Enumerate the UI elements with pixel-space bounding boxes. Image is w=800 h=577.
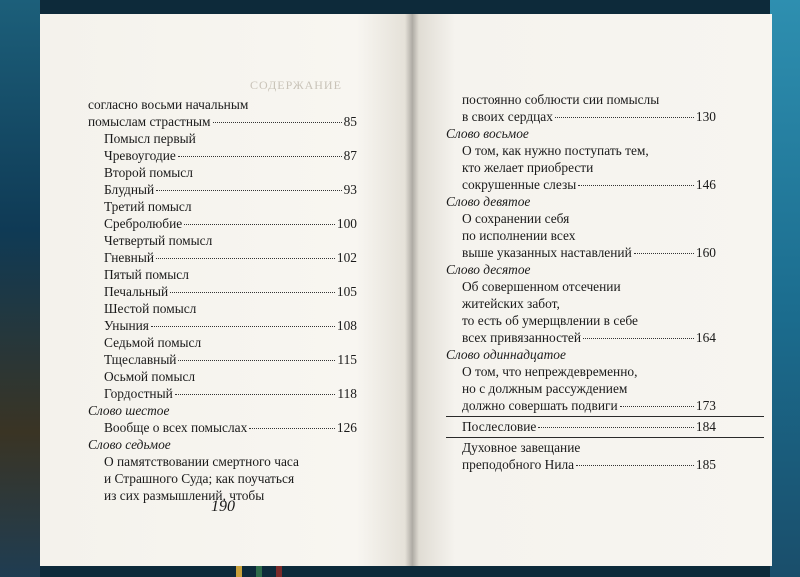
toc-entry-text: Уныния: [104, 318, 149, 333]
toc-page-number: 100: [336, 216, 357, 231]
toc-entry-text: и Страшного Суда; как поучаться: [104, 471, 295, 486]
dot-leader: [156, 190, 341, 191]
dot-leader: [151, 326, 335, 327]
toc-page-number: 85: [343, 114, 357, 129]
toc-section-title: Слово одиннадцатое: [446, 347, 566, 362]
bleed-through-heading: СОДЕРЖАНИЕ: [250, 78, 342, 92]
toc-entry-text: то есть об умерщвлении в себе: [462, 313, 638, 328]
book-gutter: [405, 14, 419, 566]
toc-entry-row[interactable]: [462, 176, 716, 193]
dot-leader: [170, 292, 335, 293]
dot-leader: [578, 185, 694, 186]
toc-section-title: Слово десятое: [446, 262, 531, 277]
toc-entry-text: Послесловие: [462, 419, 537, 434]
toc-entry-text: Четвертый помысл: [104, 233, 213, 248]
toc-entry-text: Гневный: [104, 250, 154, 265]
toc-entry-row[interactable]: [462, 418, 716, 435]
toc-page-number: 184: [695, 419, 716, 434]
toc-entry-text: постоянно соблюсти сии помыслы: [462, 92, 660, 107]
toc-entry-text: Об совершенном отсечении: [462, 279, 621, 294]
toc-entry-row[interactable]: [462, 456, 716, 473]
dot-leader: [634, 253, 694, 254]
toc-entry-row[interactable]: [104, 419, 357, 436]
toc-entry-text: по исполнении всех: [462, 228, 576, 243]
dot-leader: [583, 338, 694, 339]
toc-entry-text: помыслам страстным: [88, 114, 211, 129]
dot-leader: [175, 394, 336, 395]
toc-entry-text: согласно восьми начальным: [88, 97, 249, 112]
toc-entry-row[interactable]: [462, 244, 716, 261]
toc-entry-text: кто желает приобрести: [462, 160, 594, 175]
dot-leader: [178, 156, 342, 157]
toc-entry-row[interactable]: [104, 215, 357, 232]
toc-page-number: 160: [695, 245, 716, 260]
section-separator-rule: [446, 437, 764, 438]
dot-leader: [178, 360, 335, 361]
toc-entry-text: Помысл первый: [104, 131, 196, 146]
dot-leader: [213, 122, 342, 123]
toc-entry-row[interactable]: [104, 181, 357, 198]
toc-page-number: 108: [336, 318, 357, 333]
toc-page-number: 164: [695, 330, 716, 345]
toc-entry-text: Печальный: [104, 284, 169, 299]
toc-entry-row[interactable]: [462, 329, 716, 346]
toc-page-number: 130: [695, 109, 716, 124]
toc-entry-text: О том, что непреждевременно,: [462, 364, 638, 379]
toc-entry-text: О памятствовании смертного часа: [104, 454, 299, 469]
toc-page-number: 118: [337, 386, 357, 401]
toc-page-number: 173: [695, 398, 716, 413]
toc-page-number: 185: [695, 457, 716, 472]
toc-entry-text: Гордостный: [104, 386, 173, 401]
toc-entry-text: Третий помысл: [104, 199, 192, 214]
toc-page-number: 93: [343, 182, 357, 197]
dot-leader: [156, 258, 335, 259]
toc-section-title: Слово шестое: [88, 403, 170, 418]
toc-page-number: 105: [336, 284, 357, 299]
toc-entry-text: Духовное завещание: [462, 440, 581, 455]
toc-entry-text: в своих сердцах: [462, 109, 553, 124]
dot-leader: [576, 465, 694, 466]
toc-entry-row[interactable]: [104, 249, 357, 266]
toc-entry-text: из сих размышлений, чтобы: [104, 488, 265, 503]
toc-section-title: Слово седьмое: [88, 437, 171, 452]
toc-entry-text: Тщеславный: [104, 352, 177, 367]
toc-entry-text: житейских забот,: [462, 296, 560, 311]
book-cover-left-edge: [0, 0, 40, 577]
toc-entry-text: О сохранении себя: [462, 211, 570, 226]
toc-entry-text: преподобного Нила: [462, 457, 575, 472]
toc-entry-row[interactable]: [88, 113, 357, 130]
dot-leader: [249, 428, 335, 429]
page-number: 190: [211, 498, 235, 515]
toc-entry-row[interactable]: [104, 317, 357, 334]
toc-page-number: 115: [337, 352, 357, 367]
toc-entry-row[interactable]: [104, 147, 357, 164]
toc-entry-text: Вообще о всех помыслах: [104, 420, 248, 435]
toc-entry-text: Пятый помысл: [104, 267, 189, 282]
toc-entry-row[interactable]: [104, 351, 357, 368]
toc-entry-text: сокрушенные слезы: [462, 177, 577, 192]
toc-entry-text: О том, как нужно поступать тем,: [462, 143, 649, 158]
toc-entry-text: Чревоугодие: [104, 148, 176, 163]
toc-entry-text: Второй помысл: [104, 165, 193, 180]
dot-leader: [620, 406, 694, 407]
toc-section-title: Слово восьмое: [446, 126, 529, 141]
toc-entry-text: Сребролюбие: [104, 216, 183, 231]
toc-entry-row[interactable]: [104, 283, 357, 300]
toc-entry-text: Осьмой помысл: [104, 369, 196, 384]
dot-leader: [555, 117, 694, 118]
toc-entry-text: Шестой помысл: [104, 301, 197, 316]
section-separator-rule: [446, 416, 764, 417]
book-cover-right-edge: [770, 0, 800, 577]
toc-entry-text: выше указанных наставлений: [462, 245, 632, 260]
toc-section-title: Слово девятое: [446, 194, 531, 209]
toc-entry-row[interactable]: [462, 397, 716, 414]
toc-page-number: 87: [343, 148, 357, 163]
toc-page-number: 102: [336, 250, 357, 265]
toc-page-number: 146: [695, 177, 716, 192]
toc-entry-row[interactable]: [104, 385, 357, 402]
toc-entry-text: всех привязанностей: [462, 330, 581, 345]
toc-entry-text: Седьмой помысл: [104, 335, 202, 350]
toc-entry-text: но с должным рассуждением: [462, 381, 628, 396]
toc-entry-text: Блудный: [104, 182, 155, 197]
dot-leader: [538, 427, 694, 428]
toc-page-number: 126: [336, 420, 357, 435]
toc-entry-text: должно совершать подвиги: [462, 398, 618, 413]
dot-leader: [184, 224, 335, 225]
toc-entry-row[interactable]: [462, 108, 716, 125]
